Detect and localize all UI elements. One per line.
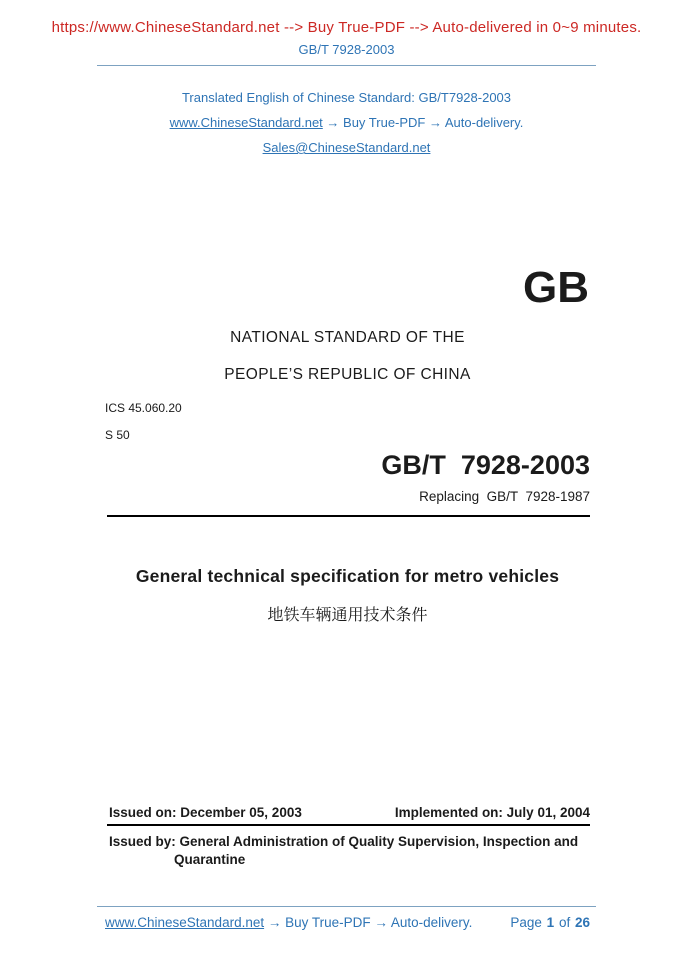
- header-site-line: [0, 115, 693, 130]
- classification-code: S 50: [105, 428, 130, 442]
- site-link[interactable]: www.ChineseStandard.net: [169, 115, 323, 130]
- issuance-dates-row: [109, 805, 590, 820]
- issuance-rule: [107, 824, 590, 826]
- issued-on-date: Issued on: December 05, 2003: [109, 805, 302, 820]
- implemented-on-date: Implemented on: July 01, 2004: [394, 805, 590, 820]
- site-line-rest: → Buy True-PDF → Auto-delivery.: [322, 115, 524, 130]
- national-standard-line2: PEOPLE’S REPUBLIC OF CHINA: [224, 366, 471, 383]
- national-standard-line1: NATIONAL STANDARD OF THE: [230, 329, 465, 346]
- document-title-chinese: 地铁车辆通用技术条件: [267, 607, 428, 624]
- translated-subtitle: Translated English of Chinese Standard: GB/T7928-2003: [181, 90, 512, 105]
- sales-notice-banner: https://www.ChineseStandard.net --> Buy True-PDF --> Auto-delivered in 0~9 minutes.: [51, 19, 642, 36]
- email-link[interactable]: Sales@ChineseStandard.net: [262, 140, 431, 155]
- footer-site-line-rest: → Buy True-PDF → Auto-delivery.: [264, 915, 473, 930]
- footer-site-link[interactable]: www.ChineseStandard.net: [105, 915, 265, 930]
- header-divider-line: [97, 65, 596, 66]
- page-of-label: of: [558, 915, 571, 930]
- page-current: 1: [546, 915, 555, 930]
- header-email-line: [0, 140, 693, 155]
- issued-by-line2: Quarantine: [174, 852, 246, 867]
- standard-number-rule: [107, 515, 590, 517]
- footer-divider-line: [97, 906, 596, 907]
- ics-code: ICS 45.060.20: [105, 401, 182, 415]
- gb-logo: GB: [523, 263, 589, 312]
- page-total: 26: [574, 915, 590, 930]
- replacing-note: Replacing GB/T 7928-1987: [419, 489, 590, 504]
- page-indicator: [509, 915, 590, 930]
- footer-site-line: [105, 915, 472, 930]
- header-standard-ref: GB/T 7928-2003: [298, 42, 395, 57]
- issued-by-line1: Issued by: General Administration of Quality Supervision, Inspection and: [109, 834, 579, 849]
- footer-row: [105, 915, 590, 930]
- page-label: Page: [510, 915, 542, 930]
- standard-number: GB/T 7928-2003: [381, 450, 590, 480]
- document-title-english: General technical specification for metro vehicles: [135, 566, 560, 586]
